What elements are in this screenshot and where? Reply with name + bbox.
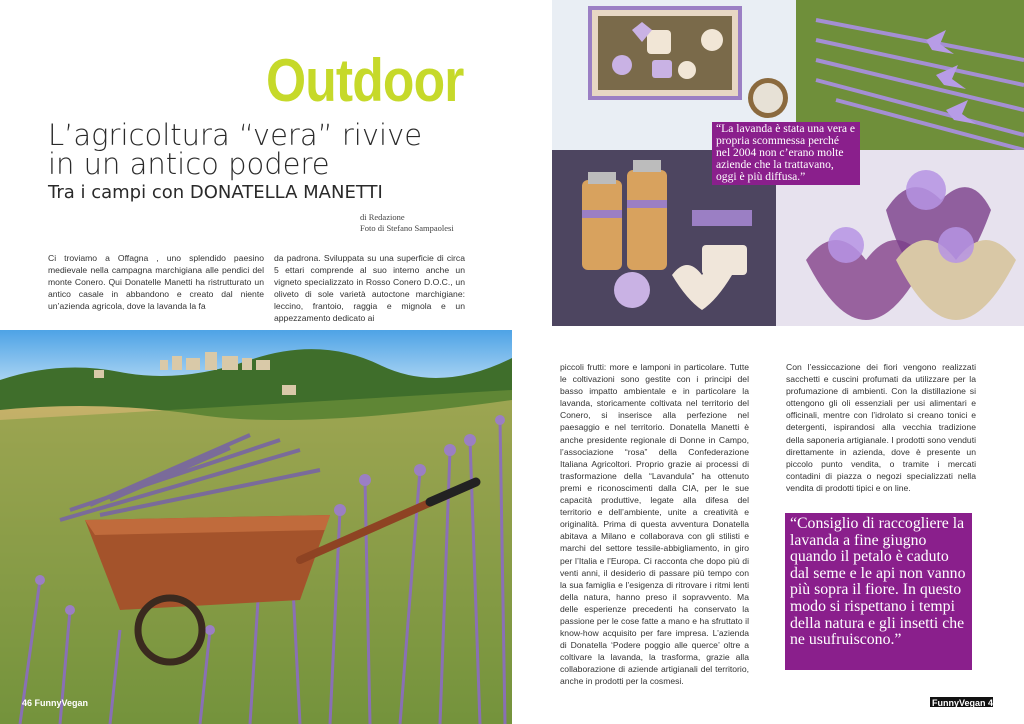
headline-line-2: in un antico podere <box>48 147 330 181</box>
article-subhead: Tra i campi con DONATELLA MANETTI <box>48 182 383 203</box>
pull-quote-2: “Consiglio di raccogliere la lavanda a fine giugno quando il petalo è caduto dal seme e le api non vanno più sopra il fiore. In questo modo si rispettano i tempi della natura e gli insetti che ne usufruiscono.” <box>785 513 972 670</box>
headline-line-1: L’agricoltura “vera” rivive <box>48 118 423 152</box>
byline-author: di Redazione <box>360 212 405 222</box>
pull-quote-1: “La lavanda è stata una vera e propria scommessa perché nel 2004 non c’erano molte aziende che la trattavano, oggi è più diffusa.” <box>712 122 860 185</box>
byline-photo-credit: Foto di Stefano Sampaolesi <box>360 223 454 233</box>
body-column-1: Ci troviamo a Offagna , uno splendido paesino medievale nella campagna marchigiana alle pendici del monte Conero. Qui Donatelle Manetti ha ristrutturato un antico casale in abbandono e creato dal niente un’azienda agricola, dove la lavanda la fa <box>48 253 264 312</box>
article-headline <box>48 118 468 181</box>
page-folio-right: FunnyVegan 47 <box>932 698 999 708</box>
section-title: Outdoor <box>266 47 464 114</box>
page-folio-left: 46 FunnyVegan <box>22 698 89 708</box>
byline <box>360 212 510 234</box>
body-column-4: Con l’essiccazione dei fiori vengono realizzati sacchetti e cuscini profumati da utilizzare per la profumazione di ambienti. Con la distillazione si ottengono gli oli essenziali per usi alimentari e officinali, mentre con l’idrolato si creano tonici e detergenti, ispirandosi alla vecchia tradizione della saponeria artigianale. I prodotti sono venduti direttamente in azienda, dove è presente un piccolo punto vendita, o tramite i mercati contadini di piazza o negozi specializzati nella vendita di prodotti tipici e on line. <box>786 362 976 493</box>
landscape-illustration <box>0 330 512 724</box>
body-column-2: da padrona. Sviluppata su una superficie di circa 5 ettari comprende al suo interno anche un vigneto specializzato in Rosso Conero D.O.C., un oliveto di sole varietà autoctone marchigiane: leccino, frantoio, raggia e mignola e un appezzamento dedicato ai <box>274 253 465 324</box>
lavender-field-wheelbarrow-photo <box>0 330 512 724</box>
body-column-3: piccoli frutti: more e lamponi in particolare. Tutte le coltivazioni sono gestite con i principi del basso impatto ambientale e in particolare la lavanda, storicamente coltivata nel territorio del Conero, si inserisce alla perfezione nel paesaggio e nel territorio. Donatella Manetti è anche presidente regionale di Donne in Campo, l’associazione “rosa” della Confederazione Italiana Agricoltori. Proprio grazie ai processi di trasformazione della “Lavandula” ha ottenuto premi e riconoscimenti dalla CIA, per le sue capacità produttive, legate alla difesa del territorio e dell’ambiente, unite a creatività e originalità. Prima di questa avventura Donatella abitava a Milano e collaborava con gli stilisti e marchi del settore tessile-abbigliamento, in giro per l’Italia e l’Europa. Ci racconta che dopo più di venti anni, il desiderio di passare più tempo con la sua famiglia e l’esigenza di ritrovare i ritmi lenti della natura, hanno preso il sopravvento. Ma delle esperienze precedenti ha conservato la passione per le cose fatte a mano e ha sfruttato il know-how acquisito per fare impresa. L’azienda di Donatella ‘Podere poggio alle querce’ oltre a coltivare la lavanda, la trasforma, grazie alla collaborazione di aziende artigianali del territorio, anche in prodotti per la cosmesi. <box>560 362 749 687</box>
